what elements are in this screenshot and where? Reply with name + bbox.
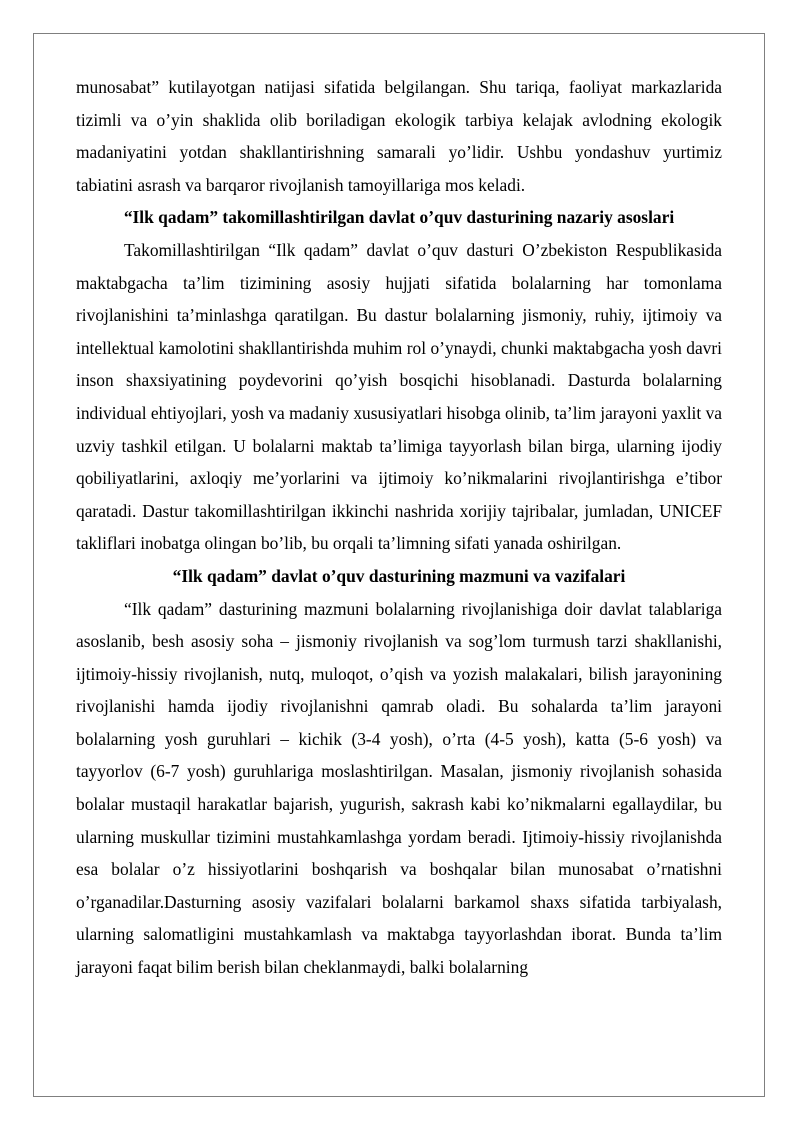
paragraph-theory: Takomillashtirilgan “Ilk qadam” davlat o’quv dasturi O’zbekiston Respublikasida maktabgacha ta’lim tizimining asosiy hujjati sifatida bolalarning har tomonlama rivojlanishini ta’minlashga qaratilgan. Bu dastur bolalarning jismoniy, ruhiy, ijtimoiy va intellektual kamolotini shakllantirishda muhim rol o’ynaydi, chunki maktabgacha yosh davri inson shaxsiyatining poydevorini qo’yish bosqichi hisoblanadi. Dasturda bolalarning individual ehtiyojlari, yosh va madaniy xususiyatlari hisobga olinib, ta’lim jarayoni yaxlit va uzviy tashkil etilgan. U bolalarni maktab ta’limiga tayyorlash bilan birga, ularning ijodiy qobiliyatlarini, axloqiy me’yorlarini va ijtimoiy ko’nikmalarini rivojlantirishga e’tibor qaratadi. Dastur takomillashtirilgan ikkinchi nashrida xorijiy tajribalar, jumladan, UNICEF takliflari inobatga olingan bo’lib, bu orqali ta’limning sifati yanada oshirilgan.	[76, 239, 722, 554]
section-heading-theory: “Ilk qadam” takomillashtirilgan davlat o’quv dasturining nazariy asoslari	[123, 207, 675, 228]
document-body	[76, 71, 722, 984]
section-heading-content-tasks: “Ilk qadam” davlat o’quv dasturining mazmuni va vazifalari	[172, 565, 626, 586]
paragraph-content-tasks: “Ilk qadam” dasturining mazmuni bolalarning rivojlanishiga doir davlat talablariga asoslanib, besh asosiy soha – jismoniy rivojlanish va sog’lom turmush tarzi shakllanishi, ijtimoiy-hissiy rivojlanish, nutq, muloqot, o’qish va yozish malakalari, bilish jarayonining rivojlanishi hamda ijodiy rivojlanishni qamrab oladi. Bu sohalarda ta’lim jarayoni bolalarning yosh guruhlari – kichik (3-4 yosh), o’rta (4-5 yosh), katta (5-6 yosh) va tayyorlov (6-7 yosh) guruhlariga moslashtirilgan. Masalan, jismoniy rivojlanish sohasida bolalar mustaqil harakatlar bajarish, yugurish, sakrash kabi ko’nikmalarni egallaydilar, bu ularning muskullar tizimini mustahkamlashga yordam beradi. Ijtimoiy-hissiy rivojlanishda esa bolalar o’z hissiyotlarini boshqarish va boshqalar bilan munosabat o’rnatishni o’rganadilar.Dasturning asosiy vazifalari bolalarni barkamol shaxs sifatida tarbiyalash, ularning salomatligini mustahkamlash va maktabga tayyorlashdan iborat. Bunda ta’lim jarayoni faqat bilim berish bilan cheklanmaydi, balki bolalarning	[76, 598, 722, 978]
paragraph-intro: munosabat” kutilayotgan natijasi sifatida belgilangan. Shu tariqa, faoliyat markazlarida tizimli va o’yin shaklida olib boriladigan ekologik tarbiya kelajak avlodning ekologik madaniyatini yotdan shakllantirishning samarali yo’lidir. Ushbu yondashuv yurtimiz tabiatini asrash va barqaror rivojlanish tamoyillariga mos keladi.	[76, 77, 722, 195]
